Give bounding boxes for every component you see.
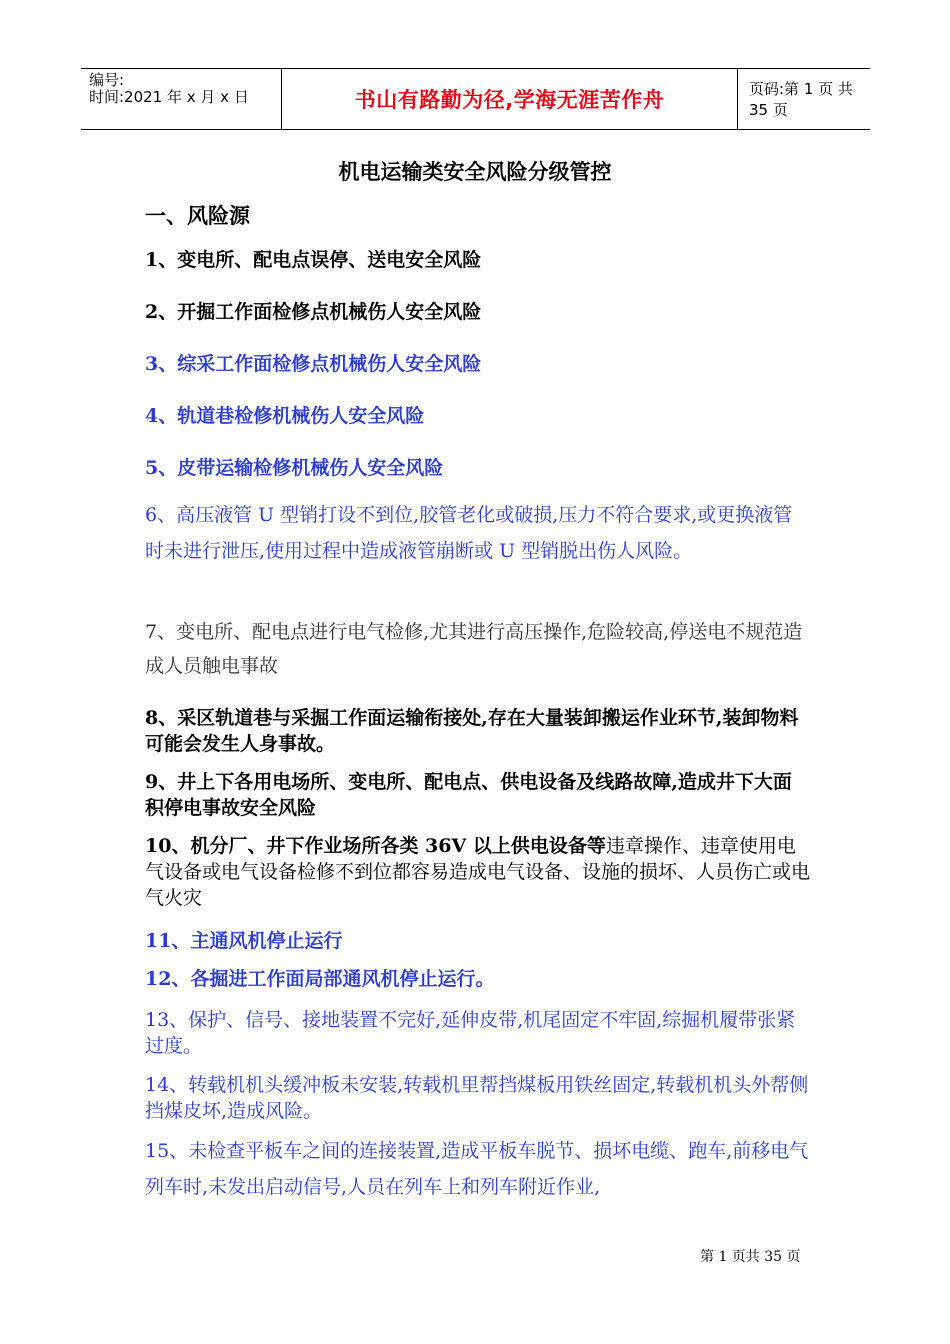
list-item: 12、各掘进工作面局部通风机停止运行。 bbox=[145, 968, 495, 990]
list-item: 6、高压液管 U 型销打设不到位,胶管老化或破损,压力不符合要求,或更换液管时未进行泄压,使用过程中造成液管崩断或 U 型销脱出伤人风险。 bbox=[145, 504, 793, 562]
page-title: 机电运输类安全风险分级管控 bbox=[338, 160, 612, 184]
item-10-lead: 10、机分厂、井下作业场所各类 36V 以上供电设备等 bbox=[145, 835, 606, 857]
list-item: 11、主通风机停止运行 bbox=[145, 930, 343, 952]
item-10-rest: 违章操作、违章使用电气设备或电气设备检修不到位都容易造成电气设备、设施的损坏、人员伤亡或电气火灾 bbox=[145, 835, 811, 909]
header-meta bbox=[81, 69, 281, 129]
list-item: 2、开掘工作面检修点机械伤人安全风险 bbox=[145, 301, 482, 323]
list-item: 1、变电所、配电点误停、送电安全风险 bbox=[145, 249, 482, 271]
list-item: 13、保护、信号、接地装置不完好,延伸皮带,机尾固定不牢固,综掘机履带张紧过度。 bbox=[145, 1009, 796, 1057]
section-heading: 一、风险源 bbox=[145, 204, 250, 228]
header-motto-cell bbox=[281, 69, 738, 129]
list-item: 9、井上下各用电场所、变电所、配电点、供电设备及线路故障,造成井下大面积停电事故安全风险 bbox=[145, 771, 792, 819]
list-item: 5、皮带运输检修机械伤人安全风险 bbox=[145, 457, 444, 479]
header-page-cell bbox=[737, 69, 870, 129]
list-item: 3、综采工作面检修点机械伤人安全风险 bbox=[145, 353, 482, 375]
list-item: 14、转载机机头缓冲板未安装,转载机里帮挡煤板用铁丝固定,转载机机头外帮侧挡煤皮坏,造成风险。 bbox=[145, 1074, 809, 1122]
page-info: 页码:第 1 页 共 35 页 bbox=[749, 80, 853, 119]
list-item: 8、采区轨道巷与采掘工作面运输衔接处,存在大量装卸搬运作业环节,装卸物料可能会发生人身事故。 bbox=[145, 707, 799, 755]
list-item: 4、轨道巷检修机械伤人安全风险 bbox=[145, 405, 425, 427]
list-item bbox=[145, 833, 810, 911]
list-item: 15、未检查平板车之间的连接装置,造成平板车脱节、损坏电缆、跑车,前移电气列车时,未发出启动信号,人员在列车上和列车附近作业, bbox=[145, 1140, 809, 1198]
document-number: 编号: bbox=[89, 71, 125, 89]
document-time: 时间:2021 年 x 月 x 日 bbox=[89, 88, 249, 106]
list-item: 7、变电所、配电点进行电气检修,尤其进行高压操作,危险较高,停送电不规范造成人员触电事故 bbox=[145, 621, 803, 677]
motto: 书山有路勤为径,学海无涯苦作舟 bbox=[354, 88, 665, 112]
page-footer: 第 1 页共 35 页 bbox=[700, 1249, 801, 1265]
page-header bbox=[81, 68, 870, 130]
